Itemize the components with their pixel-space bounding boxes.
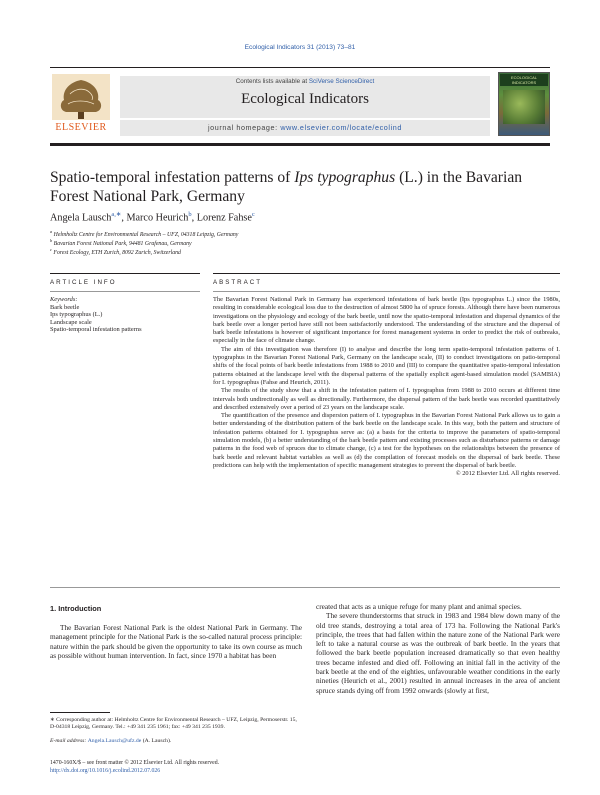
affiliation-mark: b <box>50 238 53 243</box>
affiliation-text: Forest Ecology, ETH Zurich, 8092 Zurich, Switzerland <box>53 249 181 256</box>
author-list: Angela Lausch$^{a,∗}$, Marco Heurich$^b$, Lorenz Fahse$^c$ <box>50 211 255 224</box>
author-marks: a,∗ <box>111 211 122 218</box>
contents-prefix: Contents lists available at <box>235 78 309 85</box>
abstract-paragraph: The quantification of the presence and dispersion pattern of I. typographus in the Bavarian Forest National Park allows us to gain a better understanding of the distribution pattern of the bark beetle on the landscape scale. In this way, both the pattern and structure of infestation patterns obtained for I. typographus serve as: (a) a basis for the criteria to improve the parameters of spatio-temporal simulation models, (b) a better understanding of the bark beetle pattern and existing processes such as disturbance patterns or damage patterns in the food web of spruces due to climate change, (c) a test for the hypotheses on the relationships between the presence of bark beetle and relevant habitat variables as well as (d) the compilation of forecast models on the dispersal of bark beetle. These predictions can help with the implementation of specific management strategies to prevent the dispersal of bark beetle. <box>213 412 560 469</box>
sciencedirect-link[interactable]: SciVerse ScienceDirect <box>308 78 375 85</box>
keyword-item: Bark beetle <box>50 303 80 311</box>
footnote-rule <box>50 712 110 713</box>
affiliation <box>50 247 550 256</box>
abstract-bottom-rule <box>50 587 560 588</box>
abstract-body <box>213 296 560 479</box>
copyright-line: © 2012 Elsevier Ltd. All rights reserved. <box>455 470 560 478</box>
title-part-2: (L.) in the Bavarian Forest National Park, Germany <box>50 169 523 205</box>
issn-line: 1470-160X/$ – see front matter © 2012 Elsevier Ltd. All rights reserved. <box>50 760 220 766</box>
intro-paragraph: The severe thunderstorms that struck in 1983 and 1984 blew down many of the old tree stands, destroying a total area of 173 ha. Following the National Park's principle, the trees that had fallen within the nature zone of the National Park were left to take a natural course as was the outbreak of bark beetle. In the years that followed the bark beetle population increased dramatically so that even healthy trees became infested and died off. Following an initial fall in the activity of the bark beetle at the end of the eighties, unfavourable weather conditions in the early nineties (Heurich et al., 2001) resulted in annual increases in the area of ancient spruce stands dying off from 1992 onwards (slowly at first, <box>316 611 560 695</box>
article-info-rule <box>50 291 200 292</box>
affiliation-text: Bavarian Forest National Park, 94481 Grafenau, Germany <box>53 240 192 247</box>
keywords-block <box>50 296 200 334</box>
affiliation-mark: a <box>50 229 53 234</box>
running-head: Ecological Indicators 31 (2013) 73–81 <box>244 44 356 51</box>
abstract-paragraph: The results of the study show that a shift in the infestation pattern of I. typographus from 1988 to 2010 occurs at different time intervals both undirectionally as well as directionally. Furthermore, the dispersal pattern of the bark beetle was recorded quantitatively and described extensively over a period of 23 years on the landscape scale. <box>213 387 560 411</box>
abstract-heading: ABSTRACT <box>213 279 263 286</box>
introduction-heading: 1. Introduction <box>50 604 102 613</box>
author-marks: c <box>251 211 255 218</box>
abstract-rule <box>213 291 560 292</box>
affiliation-mark: c <box>50 247 52 252</box>
intro-paragraph: created that acts as a unique refuge for many plant and animal species. <box>316 602 522 611</box>
author-name[interactable]: Marco Heurich <box>126 212 189 224</box>
email-footnote <box>50 738 302 745</box>
homepage-line <box>120 123 490 132</box>
masthead-bottom-rule <box>50 143 550 146</box>
abstract-paragraph: The aim of this investigation was therefore (I) to analyse and describe the long term spatio-temporal infestation patterns of I. typographus in the Bavarian Forest National Park, Germany on the landscape scale, (II) to conduct investigations on patio-temporal shifts of the focal points of bark beetle infestations from 1988 to 2010 and (III) to compare the quantitative spatio-temporal infestation patterns obtained at the landscape level with the dispersal patterns of the spatially explicit agent-based simulation model (SAMBIA) for I. typographus (Fahse and Heurich, 2011). <box>213 345 560 386</box>
doi-text[interactable]: http://dx.doi.org/10.1016/j.ecolind.2012.07.026 <box>50 768 161 774</box>
masthead-top-rule <box>50 67 550 68</box>
intro-paragraph: The Bavarian Forest National Park is the oldest National Park in Germany. The management principle for the National Park is the so-called natural process principle: nature within the park should be given the opportunity to take its own course as much as possible without human intervention. In fact, since 1970 a habitat has been <box>50 623 302 660</box>
abstract-top-rule <box>213 273 560 274</box>
right-column <box>316 602 560 695</box>
article-info-heading: ARTICLE INFO <box>50 279 117 286</box>
contents-line <box>120 78 490 85</box>
article-info-top-rule <box>50 273 200 274</box>
keywords-label: Keywords: <box>50 296 78 303</box>
email-link[interactable]: Angela.Lausch@ufz.de <box>87 738 142 744</box>
article-title <box>50 168 560 206</box>
author-name[interactable]: Angela Lausch <box>50 212 112 224</box>
left-column <box>50 623 302 660</box>
affiliation <box>50 229 550 238</box>
keyword-item: Spatio-temporal infestation patterns <box>50 326 142 333</box>
affiliation-text: Helmholtz Centre for Environmental Research – UFZ, 04318 Leipzig, Germany <box>53 231 239 238</box>
title-species: Ips typographus <box>294 169 396 186</box>
cover-image <box>503 90 545 124</box>
author-name[interactable]: Lorenz Fahse <box>196 212 252 224</box>
journal-homepage-link[interactable]: www.elsevier.com/locate/ecolind <box>280 123 402 132</box>
email-label: E-mail address: <box>50 738 88 744</box>
corresponding-footnote: ∗ Corresponding author at: Helmholtz Centre for Environmental Research – UFZ, Leipzig, Permoserstr. 15, D-04318 Leipzig, Germany. Tel.: +49 341 235 1961; fax: +49 341 235 1939. <box>50 717 297 730</box>
title-part-1: Spatio-temporal infestation patterns of <box>50 169 295 186</box>
author-marks: b <box>188 211 192 218</box>
keyword-item: Landscape scale <box>50 318 92 326</box>
doi-link[interactable] <box>50 768 160 775</box>
publisher-wordmark: ELSEVIER <box>55 122 107 133</box>
homepage-prefix: journal homepage: <box>207 123 281 132</box>
abstract-paragraph: The Bavarian Forest National Park in Germany has experienced infestations of bark beetle (Ips typographus L.) since the 1980s, resulting in considerable ecological loss due to the destruction of almost 5800 ha of spruce forests. Although there have been numerous investigations on the physiology and ecology of the bark beetle, until now the spatio-temporal infestation and dispersal dynamics of the bark beetle over a longer period have still not been satisfactorily understood. The understanding of the structure and the dispersal of bark beetle infestations is however of significant importance for forest management systems in order to predict the risk of outbreaks, especially in the face of climate change. <box>213 296 560 345</box>
affiliation <box>50 238 550 247</box>
email-suffix: (A. Lausch). <box>141 738 172 744</box>
cover-title: ECOLOGICAL INDICATORS <box>510 75 537 85</box>
journal-title: Ecological Indicators <box>241 91 369 107</box>
keyword-item: Ips typographus (L.) <box>50 311 103 318</box>
